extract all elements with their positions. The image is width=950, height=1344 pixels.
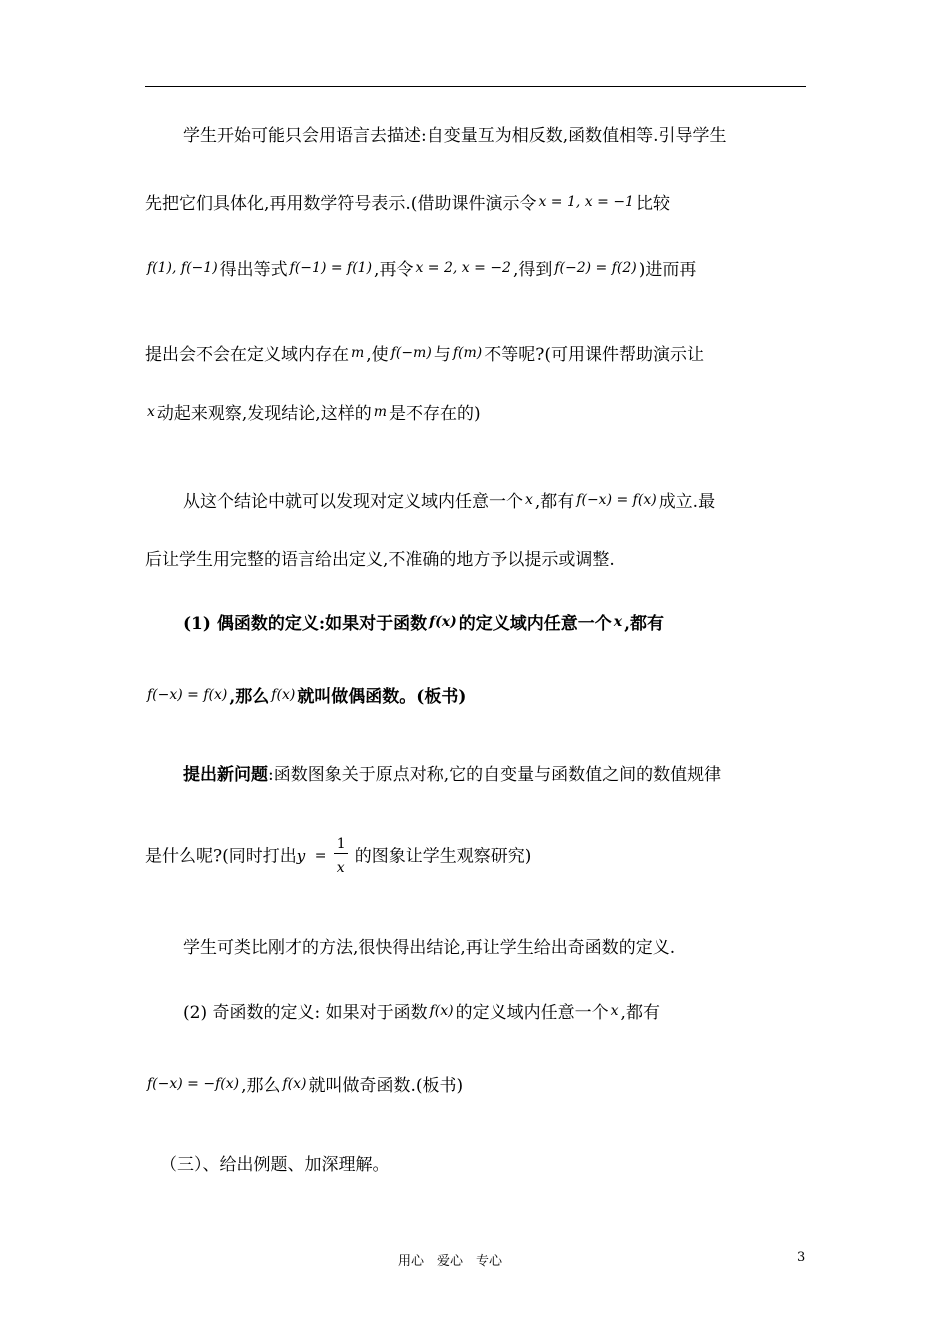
even-definition-line1: (1) 偶函数的定义:如果对于函数 f(x) 的定义域内任意一个 x ,都有 [183,610,664,636]
math-x2: x = 2, x = −2 [415,260,511,276]
fraction-y-1-over-x: y = 1 x [297,832,355,882]
math-m: m [351,345,365,361]
para5-line1: 学生可类比刚才的方法,很快得出结论,再让学生给出奇函数的定义. [183,938,676,958]
math-x: x [147,404,155,420]
math-eq1: f(−1) = f(1) [289,260,373,276]
new-question-line1: 提出新问题:函数图象关于原点对称,它的自变量与函数值之间的数值规律 [183,765,722,785]
para2-line1: 从这个结论中就可以发现对定义域内任意一个 x ,都有 f(−x) = f(x) 成立.最 [183,488,715,514]
math-x: x [610,1003,619,1019]
math-fx: f(x) [429,614,457,630]
math-odd-eq: f(−x) = −f(x) [147,1076,240,1092]
footer-motto: 用心 爱心 专心 [398,1254,503,1269]
math-fx: f(x) [429,1003,454,1019]
para1-line2: 先把它们具体化,再用数学符号表示.(借助课件演示令 x = 1, x = −1 比较 [145,190,670,216]
para1-line1: 学生开始可能只会用语言去描述:自变量互为相反数,函数值相等.引导学生 [183,126,727,146]
math-f-m: f(m) [452,345,483,361]
math-x-values: x = 1, x = −1 [538,194,634,210]
math-eq2: f(−2) = f(2) [554,260,637,276]
math-even-eq: f(−x) = f(x) [147,687,228,703]
math-fx: f(x) [271,687,296,703]
page-number: 3 [797,1250,806,1265]
header-rule [145,86,806,87]
math-even-eq: f(−x) = f(x) [576,492,657,508]
para2-line2: 后让学生用完整的语言给出定义,不准确的地方予以提示或调整. [145,550,615,570]
para1-line5: x 动起来观察,发现结论,这样的 m 是不存在的) [145,400,481,426]
math-x: x [613,614,623,630]
math-fx: f(x) [282,1076,307,1092]
para1-line3: f(1), f(−1) 得出等式 f(−1) = f(1) ,再令 x = 2, x = −2 ,得到 f(−2) = f(2) )进而再 [145,256,696,282]
odd-definition-line2: f(−x) = −f(x) ,那么 f(x) 就叫做奇函数.(板书) [145,1072,463,1098]
section-heading: （三）、给出例题、加深理解。 [160,1155,390,1175]
para1-line4: 提出会不会在定义域内存在 m ,使 f(−m) 与 f(m) 不等呢?(可用课件帮助演示让 [145,341,704,367]
math-x: x [525,492,533,508]
odd-definition-line1: (2) 奇函数的定义: 如果对于函数 f(x) 的定义域内任意一个 x ,都有 [183,999,660,1025]
math-m: m [373,404,387,420]
math-f-minus-m: f(−m) [390,345,432,361]
math-f1-fm1: f(1), f(−1) [147,260,218,276]
even-definition-line2: f(−x) = f(x) ,那么 f(x) 就叫做偶函数。(板书) [145,683,466,709]
new-question-line2: 是什么呢?(同时打出 y = 1 x 的图象让学生观察研究) [145,832,531,882]
